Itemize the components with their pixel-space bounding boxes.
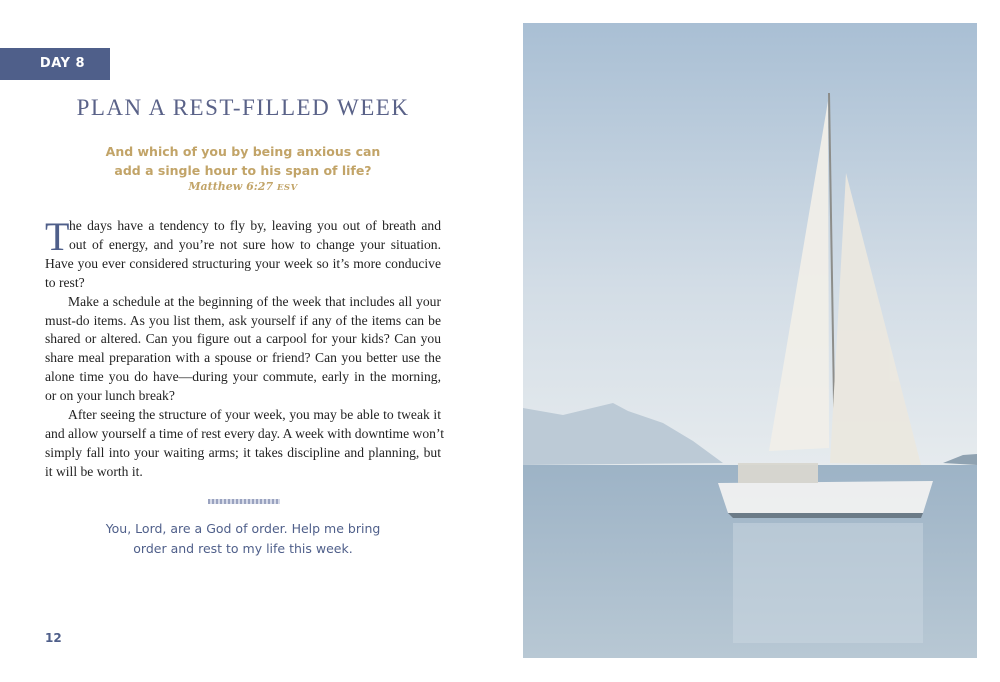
scripture-verse: [45, 142, 441, 180]
page-number: 12: [45, 631, 62, 645]
body-line: shared or altered. Can you figure out a carpool for your kids? Can you: [45, 331, 441, 347]
sailboat-photo: [523, 23, 977, 658]
body-line: After seeing the structure of your week, you may be able to tweak it: [68, 407, 441, 423]
prayer-line: You, Lord, are a God of order. Help me bring: [105, 521, 381, 536]
body-line: and allow yourself a time of rest every day. A week with downtime won’t: [45, 425, 445, 441]
body-line: must-do items. As you list them, ask yourself if any of the items can be: [45, 312, 441, 328]
hull: [718, 481, 933, 513]
page-title: PLAN A REST-FILLED WEEK: [76, 95, 410, 120]
body-line: alone time you do have—during your commute, early in the morning,: [45, 369, 441, 385]
verse-line: And which of you by being anxious can: [105, 144, 381, 159]
prayer: [45, 519, 441, 559]
verse-line: add a single hour to his span of life?: [114, 163, 372, 178]
body-text: [45, 214, 445, 482]
sky: [523, 23, 977, 468]
body-line: Make a schedule at the beginning of the week that includes all your: [68, 293, 441, 309]
body-line: to rest?: [45, 274, 85, 290]
body-line: Have you ever considered structuring your week so it’s more conducive: [45, 255, 441, 271]
prayer-line: order and rest to my life this week.: [133, 541, 353, 556]
drop-cap: T: [45, 214, 70, 259]
body-line: share meal preparation with a spouse or friend? Can you better use the: [45, 350, 441, 366]
body-line: it will be worth it.: [45, 463, 143, 479]
body-line: simply fall into your waiting arms; it takes discipline and planning, but: [45, 444, 441, 460]
reflection: [733, 523, 923, 643]
body-line: or on your lunch break?: [45, 388, 175, 404]
body-line: he days have a tendency to fly by, leaving you out of breath and: [69, 218, 441, 233]
day-label: DAY 8: [0, 48, 110, 80]
bible-version: ESV: [276, 183, 298, 193]
ornament-divider: [208, 499, 280, 504]
verse-reference: [45, 180, 441, 193]
body-line: out of energy, and you’re not sure how to change your situation.: [69, 236, 441, 252]
reference: Matthew 6:27: [188, 180, 274, 193]
